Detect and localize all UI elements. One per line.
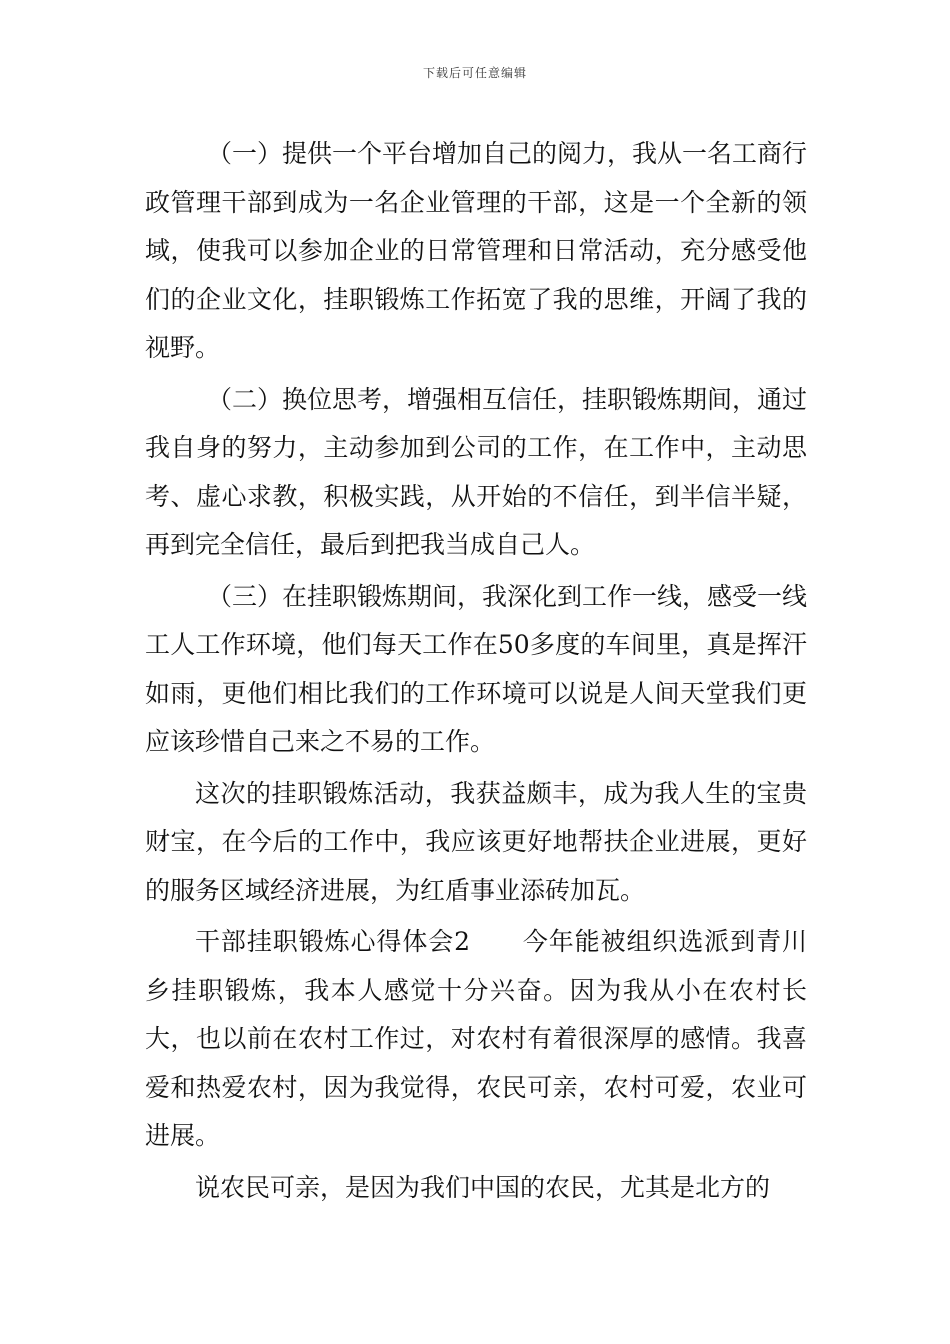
paragraph-3: （三）在挂职锻炼期间，我深化到工作一线，感受一线工人工作环境，他们每天工作在50多度的车间里，真是挥汗如雨，更他们相比我们的工作环境可以说是人间天堂我们更应该珍惜自己来之不易的工作。	[145, 581, 808, 756]
paragraph-2: （二）换位思考，增强相互信任，挂职锻炼期间，通过我自身的努力，主动参加到公司的工作，在工作中，主动思考、虚心求教，积极实践，从开始的不信任，到半信半疑，再到完全信任，最后到把我当成自己人。	[145, 384, 808, 559]
paragraph-4: 这次的挂职锻炼活动，我获益颇丰，成为我人生的宝贵财宝，在今后的工作中，我应该更好地帮扶企业进展，更好的服务区域经济进展，为红盾事业添砖加瓦。	[145, 778, 807, 905]
header-note: 下载后可任意编辑	[422, 66, 527, 80]
document-body	[145, 130, 807, 1212]
paragraph-1: （一）提供一个平台增加自己的阅力，我从一名工商行政管理干部到成为一名企业管理的干部，这是一个全新的领域，使我可以参加企业的日常管理和日常活动，充分感受他们的企业文化，挂职锻炼工作拓宽了我的思维，开阔了我的视野。	[145, 139, 808, 362]
paragraph-6: 说农民可亲，是因为我们中国的农民，尤其是北方的	[195, 1172, 771, 1202]
paragraph-5: 干部挂职锻炼心得体会2 今年能被组织选派到青川乡挂职锻炼，我本人感觉十分兴奋。因为我从小在农村长大，也以前在农村工作过，对农村有着很深厚的感情。我喜爱和热爱农村，因为我觉得，农民可亲，农村可爱，农业可进展。	[145, 927, 807, 1150]
